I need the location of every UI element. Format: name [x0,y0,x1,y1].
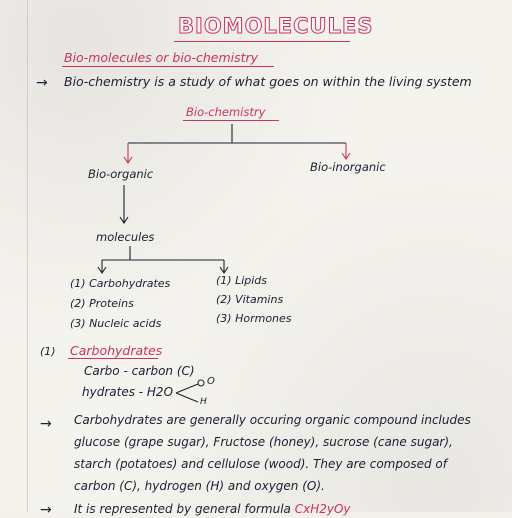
tree-child-node: molecules [96,230,155,244]
definition-text: Bio-chemistry is a study of what goes on within the living system [64,74,472,89]
hydrates-line: hydrates - H2O [82,385,174,399]
paragraph-line: glucose (grape sugar), Fructose (honey), sucrose (cane sugar), [74,435,453,449]
right-list-item: (2) Vitamins [216,293,284,306]
paragraph-line: Carbohydrates are generally occuring organic compound includes [74,413,471,427]
bullet-arrow-icon: → [40,416,52,432]
tree-left-node: Bio-organic [88,167,154,181]
left-list-item: (2) Proteins [70,297,134,310]
carbo-line: Carbo - carbon (C) [84,364,195,378]
paragraph-line: carbon (C), hydrogen (H) and oxygen (O). [74,479,325,493]
tree-right-node: Bio-inorganic [310,160,386,174]
section-number: (1) [40,345,56,358]
formula-value: CxH2yOy [294,502,351,516]
hydrates-h: H [200,397,207,407]
right-list-item: (1) Lipids [216,274,268,287]
section-underline [68,358,158,359]
formula-line [74,502,351,516]
left-list-item: (1) Carbohydrates [70,277,171,290]
subheading: Bio-molecules or bio-chemistry [64,50,259,65]
bullet-arrow-icon: → [40,502,52,518]
hydrates-o: O [207,376,215,387]
formula-prefix: It is represented by general formula [74,502,291,516]
bullet-arrow-icon: → [36,75,48,91]
tree-root: Bio-chemistry [186,105,266,119]
left-list-item: (3) Nucleic acids [70,317,162,330]
right-list-item: (3) Hormones [216,312,292,325]
section-heading: Carbohydrates [70,343,163,358]
paragraph-line: starch (potatoes) and cellulose (wood). They are composed of [74,457,447,471]
page-title: BIOMOLECULES [178,14,374,38]
